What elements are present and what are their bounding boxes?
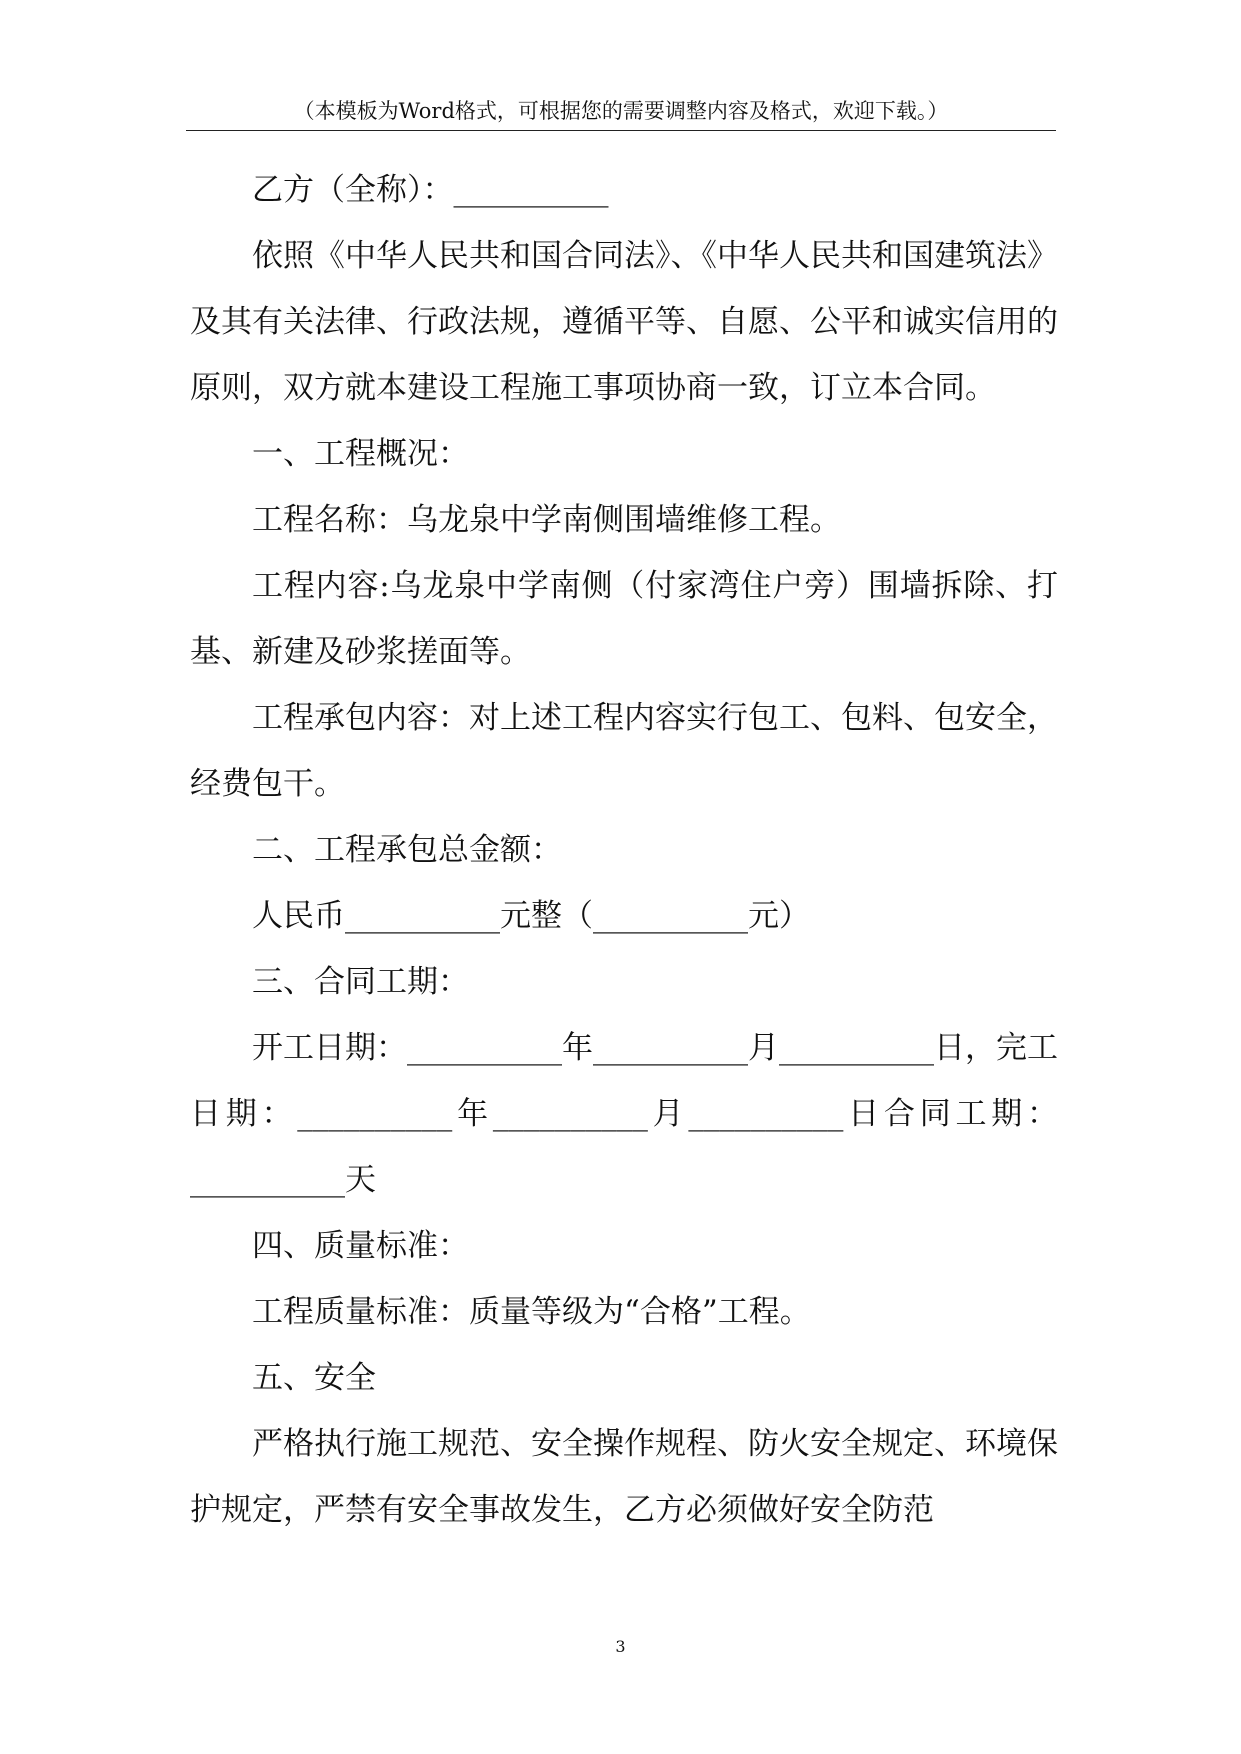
safety-paragraph: 严格执行施工规范、安全操作规程、防火安全规定、环境保护规定，严禁有安全事故发生，乙方必须做好安全防范	[190, 1426, 1058, 1528]
preamble-paragraph: 依照《中华人民共和国合同法》、《中华人民共和国建筑法》及其有关法律、行政法规，遵循平等、自愿、公平和诚实信用的原则，双方就本建设工程施工事项协商一致，订立本合同。	[190, 238, 1058, 406]
project-name-line: 工程名称：乌龙泉中学南侧围墙维修工程。	[252, 502, 841, 538]
section-heading-total-amount: 二、工程承包总金额：	[252, 832, 562, 868]
section-heading-safety: 五、安全	[252, 1360, 376, 1396]
header-note: （本模板为Word格式，可根据您的需要调整内容及格式，欢迎下载。）	[293, 99, 949, 123]
section-heading-contract-period: 三、合同工期：	[252, 964, 469, 1000]
section-heading-project-overview: 一、工程概况：	[252, 436, 469, 472]
dates-paragraph: 开工日期：__________年__________月__________日，完工日期：__________年__________月__________日合同工期：__________天	[190, 1030, 1058, 1198]
document-body	[190, 157, 1058, 1543]
quality-standard-line: 工程质量标准：质量等级为“合格”工程。	[252, 1294, 811, 1330]
contract-scope-paragraph: 工程承包内容：对上述工程内容实行包工、包料、包安全，经费包干。	[190, 700, 1058, 802]
party-b-line: 乙方（全称）：__________	[252, 172, 609, 208]
amount-line: 人民币__________元整（__________元）	[252, 898, 810, 934]
section-heading-quality-standard: 四、质量标准：	[252, 1228, 469, 1264]
project-content-paragraph: 工程内容:乌龙泉中学南侧（付家湾住户旁）围墙拆除、打基、新建及砂浆搓面等。	[190, 568, 1058, 670]
header-divider	[186, 130, 1056, 131]
page-number: 3	[615, 1637, 626, 1656]
